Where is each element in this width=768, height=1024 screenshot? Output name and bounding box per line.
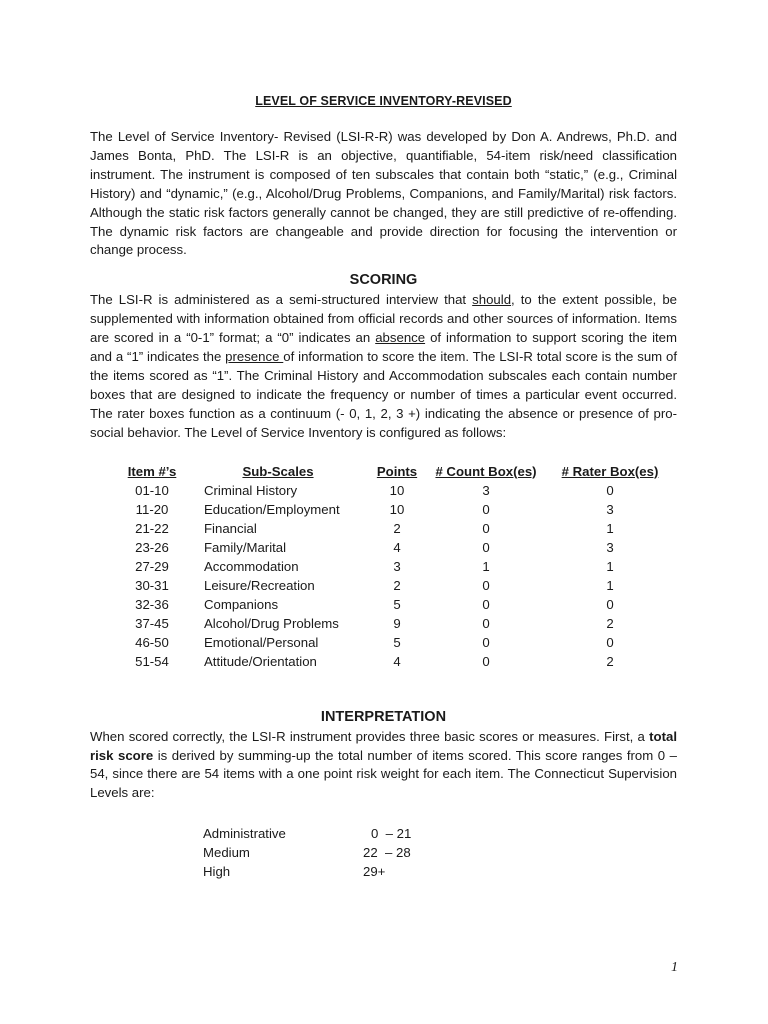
cell-points: 5 bbox=[393, 596, 401, 612]
interpretation-heading: INTERPRETATION bbox=[320, 708, 447, 725]
cell-subscale: Attitude/Orientation bbox=[204, 653, 317, 669]
subscale-table bbox=[100, 462, 680, 671]
cell-count: 0 bbox=[482, 634, 490, 650]
intro-paragraph: The Level of Service Inventory- Revised (LSI-R-R) was developed by Don A. Andrews, Ph.D. and James Bonta, PhD. The LSI-R is an objective, quantifiable, 54-item risk/need classification instrument. The instrument is composed of ten subscales that contain both “static,” (e.g., Criminal History) and “dynamic,” (e.g., Alcohol/Drug Problems, Companions, and Family/Marital) risk factors. Although the static risk factors generally cannot be changed, they are still predictive of re-offending. The dynamic risk factors are changeable and provide direction for focusing the intervention or change process. bbox=[90, 129, 677, 258]
cell-item: 01-10 bbox=[135, 482, 169, 498]
cell-count: 1 bbox=[482, 558, 490, 574]
interpretation-paragraph bbox=[90, 728, 677, 804]
cell-rater: 3 bbox=[606, 539, 614, 555]
table-row bbox=[100, 576, 680, 595]
cell-item: 21-22 bbox=[135, 520, 169, 536]
scoring-underline-should: should bbox=[472, 292, 512, 308]
cell-rater: 1 bbox=[606, 520, 614, 536]
cell-count: 0 bbox=[482, 596, 490, 612]
level-range: 0 – 21 bbox=[371, 826, 412, 842]
table-row bbox=[100, 538, 680, 557]
cell-subscale: Alcohol/Drug Problems bbox=[204, 615, 339, 631]
interp-text-1: When scored correctly, the LSI-R instrument provides three basic scores or measures. First, a bbox=[90, 728, 650, 744]
table-row bbox=[100, 500, 680, 519]
supervision-levels-table bbox=[203, 824, 451, 881]
level-name: Medium bbox=[203, 845, 250, 861]
header-count-boxes: # Count Box(es) bbox=[435, 463, 537, 479]
cell-subscale: Accommodation bbox=[204, 558, 299, 574]
table-row bbox=[100, 595, 680, 614]
cell-points: 5 bbox=[393, 634, 401, 650]
table-row bbox=[100, 481, 680, 500]
table-header-row bbox=[100, 462, 680, 481]
scoring-text-4: of information to score the item. The LSI-R total score is the sum of the items scored as “1”. The Criminal History and Accommodation subscales each contain number boxes that are designed to indicate the frequency or number of times a particular event occurred. The rater boxes function as a continuum (- 0, 1, 2, 3 +) indicating the absence or presence of pro-social behavior. The Level of Service Inventory is configured as follows: bbox=[90, 349, 678, 440]
cell-points: 2 bbox=[393, 520, 401, 536]
header-subscales: Sub-Scales bbox=[242, 463, 314, 479]
cell-count: 0 bbox=[482, 615, 490, 631]
cell-item: 11-20 bbox=[135, 501, 169, 517]
cell-subscale: Leisure/Recreation bbox=[204, 577, 315, 593]
cell-points: 9 bbox=[393, 615, 401, 631]
scoring-text-3: of information to support scoring the item and a “1” indicates the bbox=[90, 330, 677, 365]
cell-item: 32-36 bbox=[135, 596, 169, 612]
cell-points: 10 bbox=[389, 501, 405, 517]
table-row bbox=[100, 519, 680, 538]
scoring-paragraph bbox=[90, 291, 677, 442]
cell-item: 23-26 bbox=[135, 539, 169, 555]
level-name: High bbox=[203, 864, 231, 880]
cell-rater: 1 bbox=[606, 577, 614, 593]
scoring-text-1: The LSI-R is administered as a semi-structured interview that bbox=[90, 292, 473, 308]
cell-subscale: Education/Employment bbox=[204, 501, 340, 517]
level-row bbox=[203, 843, 451, 862]
scoring-underline-absence: absence bbox=[375, 330, 426, 346]
cell-item: 46-50 bbox=[135, 634, 169, 650]
table-row bbox=[100, 614, 680, 633]
scoring-text-2: , to the extent possible, be supplemented with information obtained from official records and other sources of information. Items are scored in a “0-1” format; a “0” indicates an bbox=[90, 292, 677, 346]
cell-rater: 2 bbox=[606, 653, 614, 669]
cell-points: 2 bbox=[393, 577, 401, 593]
cell-count: 0 bbox=[482, 520, 490, 536]
cell-subscale: Financial bbox=[204, 520, 257, 536]
cell-subscale: Emotional/Personal bbox=[204, 634, 319, 650]
cell-subscale: Criminal History bbox=[204, 482, 298, 498]
cell-rater: 0 bbox=[606, 596, 614, 612]
page-number: 1 bbox=[671, 960, 678, 975]
level-name: Administrative bbox=[203, 826, 286, 842]
cell-count: 0 bbox=[482, 577, 490, 593]
scoring-underline-presence: presence bbox=[225, 349, 284, 365]
cell-subscale: Companions bbox=[204, 596, 279, 612]
level-row bbox=[203, 862, 451, 881]
cell-rater: 1 bbox=[606, 558, 614, 574]
cell-rater: 3 bbox=[606, 501, 614, 517]
cell-points: 3 bbox=[393, 558, 401, 574]
cell-item: 27-29 bbox=[135, 558, 169, 574]
cell-item: 30-31 bbox=[135, 577, 169, 593]
cell-rater: 0 bbox=[606, 482, 614, 498]
cell-points: 4 bbox=[393, 653, 401, 669]
cell-count: 0 bbox=[482, 501, 490, 517]
table-row bbox=[100, 652, 680, 671]
cell-subscale: Family/Marital bbox=[204, 539, 287, 555]
level-row bbox=[203, 824, 451, 843]
interp-bold-total-risk-score: total risk score bbox=[90, 728, 677, 763]
cell-points: 10 bbox=[389, 482, 405, 498]
level-range: 22 – 28 bbox=[363, 845, 411, 861]
document-page bbox=[90, 94, 677, 881]
header-rater-boxes: # Rater Box(es) bbox=[561, 463, 659, 479]
cell-item: 37-45 bbox=[135, 615, 169, 631]
cell-rater: 0 bbox=[606, 634, 614, 650]
interp-text-2: is derived by summing-up the total number of items scored. This score ranges from 0 – 54, since there are 54 items with a one point risk weight for each item. The Connecticut Supervision Levels are: bbox=[90, 747, 677, 801]
cell-item: 51-54 bbox=[135, 653, 169, 669]
table-row bbox=[100, 633, 680, 652]
cell-count: 0 bbox=[482, 653, 490, 669]
header-points: Points bbox=[376, 463, 418, 479]
cell-count: 0 bbox=[482, 539, 490, 555]
table-row bbox=[100, 557, 680, 576]
header-item: Item #’s bbox=[127, 463, 177, 479]
level-range: 29+ bbox=[363, 864, 386, 880]
document-title: LEVEL OF SERVICE INVENTORY-REVISED bbox=[255, 94, 512, 108]
cell-count: 3 bbox=[482, 482, 490, 498]
cell-points: 4 bbox=[393, 539, 401, 555]
scoring-heading: SCORING bbox=[349, 272, 418, 289]
cell-rater: 2 bbox=[606, 615, 614, 631]
